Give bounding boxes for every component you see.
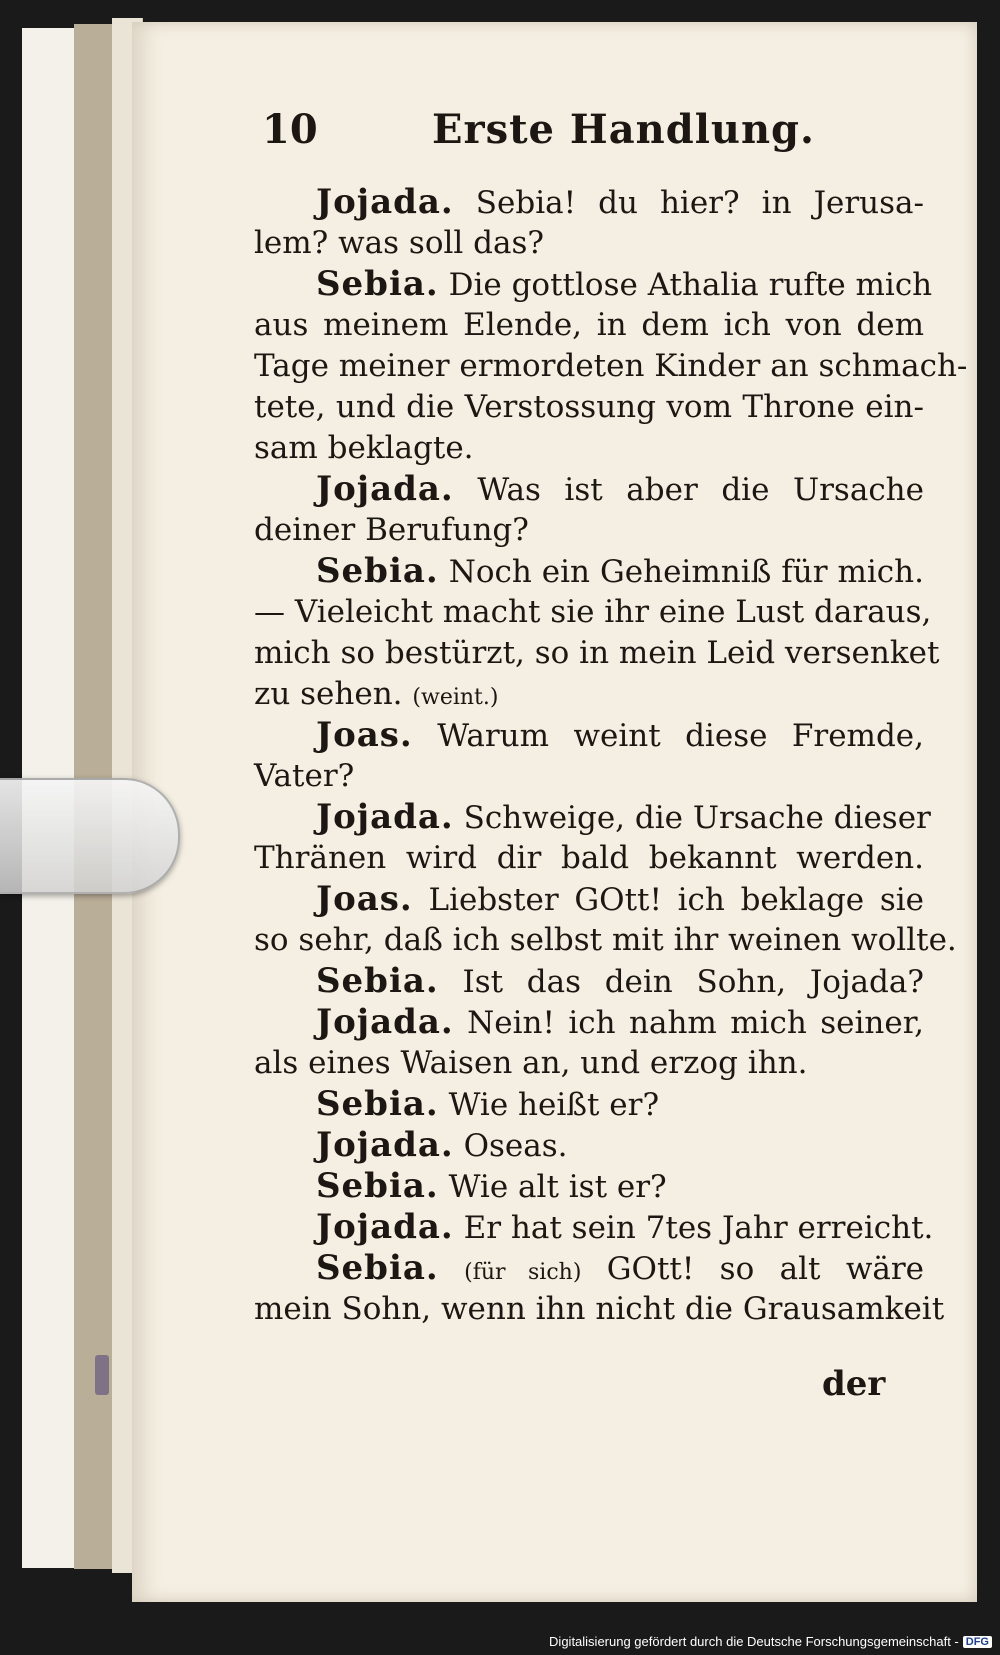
glass-page-holder	[0, 778, 180, 894]
speaker-name: Sebia.	[316, 264, 439, 304]
line-text: Nein! ich nahm mich seiner,	[467, 1005, 924, 1041]
book-page	[132, 22, 977, 1602]
text-line	[254, 182, 924, 223]
line-text: deiner Berufung?	[254, 512, 529, 548]
text-line	[254, 387, 924, 428]
speaker-name: Sebia.	[316, 551, 439, 591]
line-text: Thränen wird dir bald bekannt werden.	[254, 840, 924, 876]
speaker-name: Jojada.	[316, 182, 454, 222]
text-line	[254, 674, 924, 715]
line-text: Was ist aber die Ursache	[477, 472, 924, 508]
line-text: Schweige, die Ursache dieser	[463, 800, 931, 836]
line-text: tete, und die Verstossung vom Throne ein-	[254, 389, 924, 425]
text-block	[254, 182, 968, 1330]
line-text: Wie heißt er?	[448, 1087, 660, 1123]
speaker-name: Jojada.	[316, 469, 454, 509]
line-text: so sehr, daß ich selbst mit ihr weinen wollte.	[254, 922, 957, 958]
text-line	[254, 1043, 924, 1084]
footer-credit	[549, 1634, 992, 1649]
text-line	[254, 346, 968, 387]
text-line	[254, 592, 932, 633]
credit-text: Digitalisierung gefördert durch die Deutsche Forschungsgemeinschaft -	[549, 1634, 959, 1649]
page-number: 10	[262, 106, 318, 153]
text-line	[254, 1084, 924, 1125]
line-text: zu sehen.	[254, 676, 403, 712]
speaker-name: Jojada.	[316, 1207, 454, 1247]
line-text: Wie alt ist er?	[448, 1169, 667, 1205]
text-line	[254, 264, 933, 305]
line-text: Tage meiner ermordeten Kinder an schmach-	[254, 348, 968, 384]
text-line	[254, 551, 924, 592]
speaker-name: Sebia.	[316, 1248, 439, 1288]
text-line	[254, 1002, 924, 1043]
text-line	[254, 633, 940, 674]
text-line	[254, 223, 924, 264]
stage-direction: (für sich)	[464, 1260, 582, 1285]
line-text: lem? was soll das?	[254, 225, 545, 261]
text-line	[254, 838, 924, 879]
line-text: als eines Waisen an, und erzog ihn.	[254, 1045, 808, 1081]
stage-direction: (weint.)	[412, 685, 499, 710]
speaker-name: Sebia.	[316, 1166, 439, 1206]
text-line	[254, 1125, 924, 1166]
text-line	[254, 756, 924, 797]
text-line	[254, 797, 931, 838]
speaker-name: Joas.	[316, 715, 413, 755]
text-line	[254, 305, 924, 346]
line-text: Ist das dein Sohn, Jojada?	[462, 964, 924, 1000]
line-text: Die gottlose Athalia rufte mich	[448, 267, 933, 303]
text-line	[254, 1166, 924, 1207]
page-header	[262, 100, 882, 160]
line-text: Vater?	[254, 758, 355, 794]
running-title: Erste Handlung.	[432, 106, 815, 153]
speaker-name: Joas.	[316, 879, 413, 919]
line-text: Liebster GOtt! ich beklage sie	[428, 882, 924, 918]
line-text: mich so bestürzt, so in mein Leid versenket	[254, 635, 940, 671]
text-line	[254, 1248, 924, 1289]
line-text: aus meinem Elende, in dem ich von dem	[254, 307, 924, 343]
line-text: sam beklagte.	[254, 430, 474, 466]
page-stain	[95, 1355, 109, 1395]
text-line	[254, 961, 924, 1002]
line-text: Noch ein Geheimniß für mich.	[448, 554, 924, 590]
line-text: Oseas.	[463, 1128, 568, 1164]
line-text: Warum weint diese Fremde,	[437, 718, 924, 754]
line-text: — Vieleicht macht sie ihr eine Lust daraus,	[254, 594, 932, 630]
speaker-name: Sebia.	[316, 1084, 439, 1124]
speaker-name: Jojada.	[316, 1125, 454, 1165]
text-line	[254, 1289, 945, 1330]
catchword: der	[822, 1364, 886, 1404]
line-text: GOtt! so alt wäre	[606, 1251, 924, 1287]
line-text: mein Sohn, wenn ihn nicht die Grausamkeit	[254, 1291, 945, 1327]
text-line	[254, 510, 924, 551]
text-line	[254, 469, 924, 510]
speaker-name: Jojada.	[316, 797, 454, 837]
text-line	[254, 428, 924, 469]
text-line	[254, 1207, 934, 1248]
text-line	[254, 920, 957, 961]
dfg-logo: DFG	[963, 1636, 992, 1648]
speaker-name: Sebia.	[316, 961, 439, 1001]
line-text: Sebia! du hier? in Jerusa-	[475, 185, 924, 221]
speaker-name: Jojada.	[316, 1002, 454, 1042]
text-line	[254, 715, 924, 756]
line-text: Er hat sein 7tes Jahr erreicht.	[463, 1210, 934, 1246]
text-line	[254, 879, 924, 920]
